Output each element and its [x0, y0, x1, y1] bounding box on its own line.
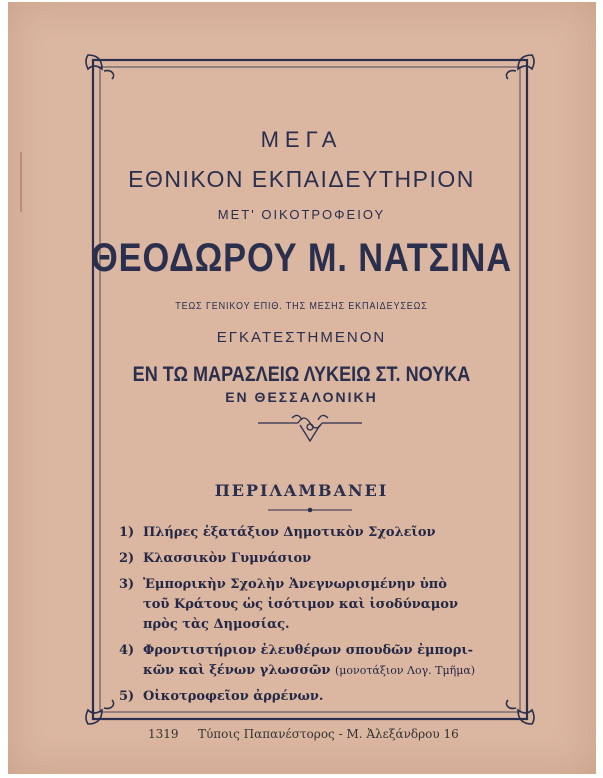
list-item [119, 549, 503, 569]
list-item-text: Φροντιστήριον ἐλευθέρων σπουδῶν ἐμπορι- [143, 643, 474, 658]
founder-name: ΘΕΟΔΩΡΟΥ Μ. ΝΑΤΣΙΝΑ [91, 236, 512, 280]
list-item-text: τοῦ Κράτους ὡς ἰσότιμον καὶ ἰσοδύναμον [143, 597, 458, 612]
list-item-text: πρὸς τὰς Δημοσίας. [143, 617, 290, 632]
list-item-text: Πλήρες ἑξατάξιον Δημοτικὸν Σχολεῖον [143, 525, 436, 540]
list-item-number: 2) [119, 551, 135, 566]
footer-code: 1319 [148, 727, 179, 741]
installed-label: ΕΓΚΑΤΕΣΤΗΜΕΝΟΝ [216, 329, 387, 346]
former-title: ΤΕΩΣ ΓΕΝΙΚΟΥ ΕΠΙΘ. ΤΗΣ ΜΕΣΗΣ ΕΚΠΑΙΔΕΥΣΕΩΣ [175, 300, 428, 312]
footer-printer: Τύποις Παπανέστορος - Μ. Ἀλεξάνδρου 16 [198, 727, 459, 741]
location-line-1: ΕΝ ΤΩ ΜΑΡΑΣΛΕΙΩ ΛΥΚΕΙΩ ΣΤ. ΝΟΥΚΑ [132, 363, 471, 386]
flourish-ornament-icon [258, 415, 362, 441]
curriculum-list [119, 523, 503, 713]
title-line-3: ΜΕΤ' ΟΙΚΟΤΡΟΦΕΙΟΥ [217, 207, 386, 222]
small-rule-ornament-icon [268, 508, 352, 512]
title-line-2: ΕΘΝΙΚΟΝ ΕΚΠΑΙΔΕΥΤΗΡΙΟΝ [128, 166, 475, 192]
list-item [119, 687, 503, 707]
list-item-text: Ἐμπορικὴν Σχολὴν Ἀνεγνωρισμένην ὑπὸ [143, 577, 447, 592]
list-item [119, 575, 503, 635]
list-item [119, 641, 503, 681]
list-item-text: κῶν καὶ ξένων γλωσσῶν [143, 663, 331, 678]
location-line-2: ΕΝ ΘΕΣΣΑΛΟΝΙΚΗ [225, 389, 378, 405]
includes-heading: ΠΕΡΙΛΑΜΒΑΝΕΙ [214, 481, 389, 500]
list-item-note: (μονοτάξιον Λογ. Τμῆμα) [334, 664, 476, 677]
list-item-number: 4) [119, 643, 135, 658]
list-item-text: Κλασσικὸν Γυμνάσιον [143, 551, 312, 566]
list-item-number: 1) [119, 525, 135, 540]
list-item [119, 523, 503, 543]
list-item-number: 5) [119, 689, 135, 704]
list-item-number: 3) [119, 577, 135, 592]
list-item-text: Οἰκοτροφεῖον ἀρρένων. [143, 689, 324, 704]
title-line-1: ΜΕΓΑ [260, 127, 343, 152]
